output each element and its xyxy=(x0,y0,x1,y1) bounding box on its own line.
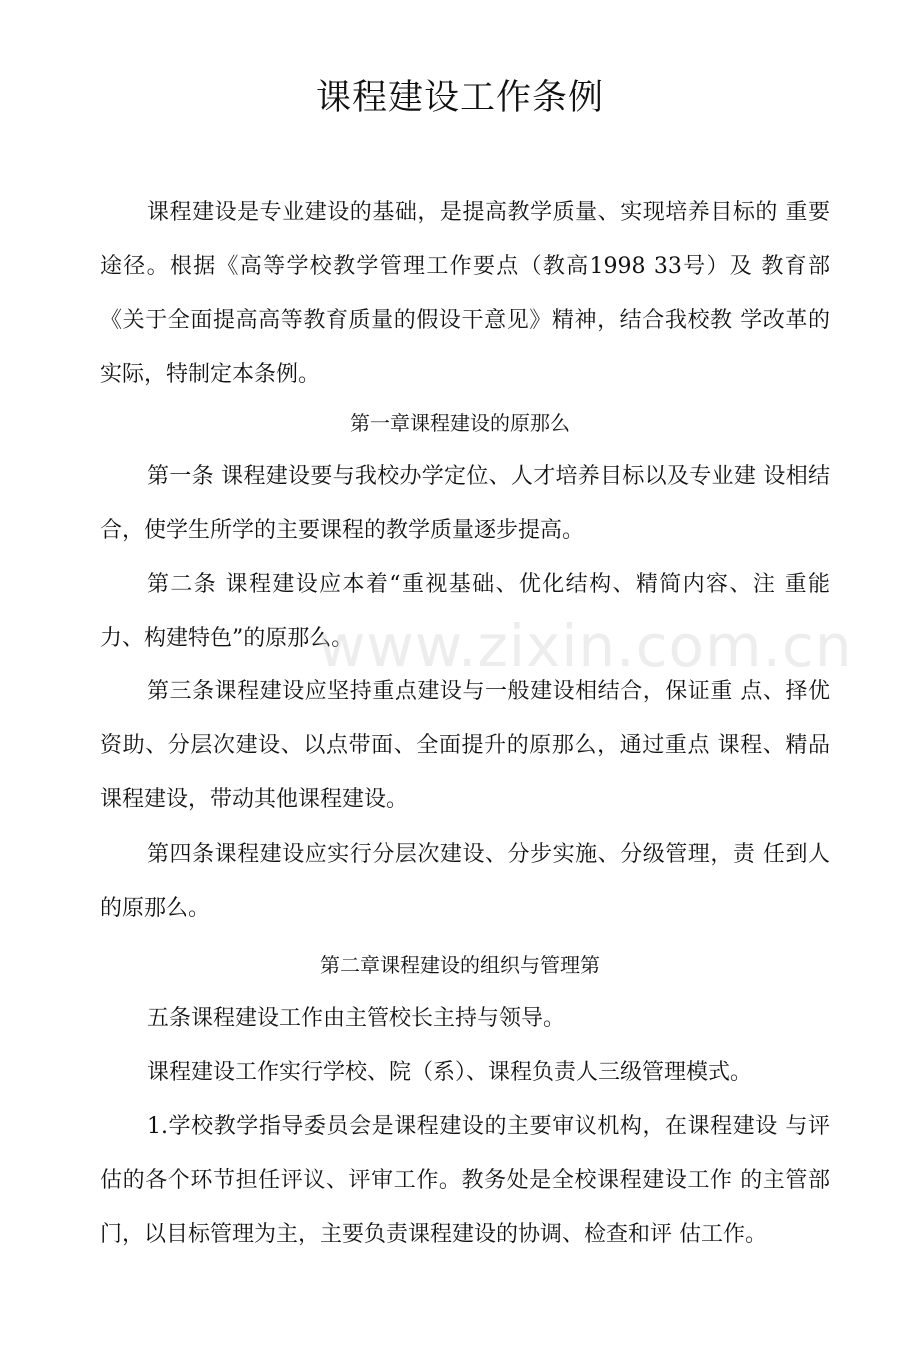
watermark: www.zixin.com.cn xyxy=(318,612,853,680)
chapter-2-heading: 第二章课程建设的组织与管理第 xyxy=(320,953,600,977)
article-4-paragraph: 第四条课程建设应实行分层次建设、分步实施、分级管理，责 任到人的原那么。 xyxy=(100,842,830,921)
intro-paragraph: 课程建设是专业建设的基础，是提高教学质量、实现培养目标的 重要途径。根据《高等学校教学管理工作要点（教高1998 33号）及 教育部《关于全面提高高等教育质量的假设干意见》精神，结合我校教 学改革的实际，特制定本条例。 xyxy=(100,200,830,387)
management-mode-paragraph: 课程建设工作实行学校、院（系）、课程负责人三级管理模式。 xyxy=(147,1060,753,1085)
article-2-paragraph: 第二条 课程建设应本着“重视基础、优化结构、精简内容、注 重能力、构建特色”的原那么。 xyxy=(100,572,830,651)
item-1-paragraph: 1.学校教学指导委员会是课程建设的主要审议机构，在课程建设 与评估的各个环节担任评议、评审工作。教务处是全校课程建设工作 的主管部门，以目标管理为主，主要负责课程建设的协调、检查和评 估工作。 xyxy=(100,1114,830,1247)
article-1-paragraph: 第一条 课程建设要与我校办学定位、人才培养目标以及专业建 设相结合，使学生所学的主要课程的教学质量逐步提高。 xyxy=(100,464,830,543)
document-title: 课程建设工作条例 xyxy=(315,78,604,118)
article-5-paragraph: 五条课程建设工作由主管校长主持与领导。 xyxy=(147,1006,566,1031)
article-3-paragraph: 第三条课程建设应坚持重点建设与一般建设相结合，保证重 点、择优资助、分层次建设、以点带面、全面提升的原那么，通过重点 课程、精品课程建设，带动其他课程建设。 xyxy=(100,679,830,812)
chapter-1-heading: 第一章课程建设的原那么 xyxy=(350,411,570,435)
